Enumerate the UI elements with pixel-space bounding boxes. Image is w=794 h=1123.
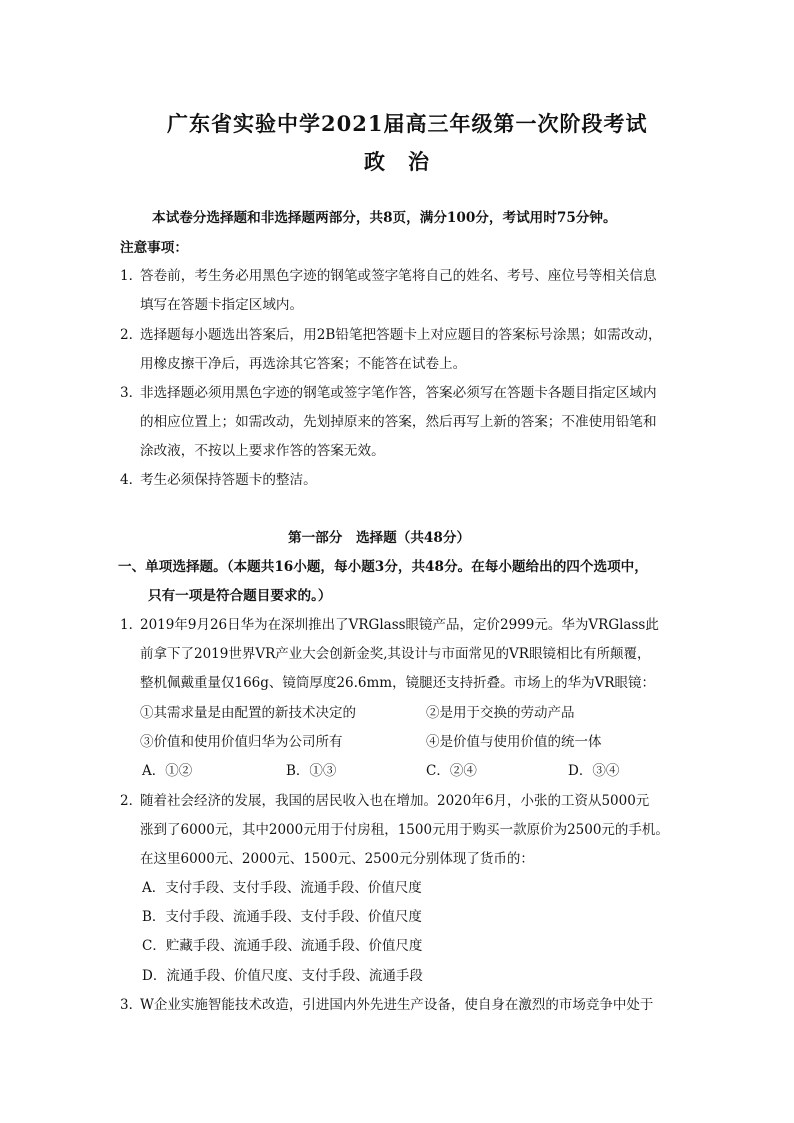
question-1-statement-1: ①其需求量是由配置的新技术决定的: [140, 705, 356, 721]
exam-title: 广东省实验中学2021届高三年级第一次阶段考试: [167, 111, 648, 136]
exam-intro: 本试卷分选择题和非选择题两部分，共8页，满分100分，考试用时75分钟。: [152, 210, 617, 226]
question-1-statement-2: ②是用于交换的劳动产品: [426, 705, 575, 721]
section-instruction-line-2: 只有一项是符合题目要求的。）: [148, 588, 332, 604]
question-2-option-d: D．流通手段、价值尺度、支付手段、流通手段: [142, 968, 423, 984]
notice-item-3-line-3: 涂改液，不按以上要求作答的答案无效。: [140, 443, 385, 459]
question-2-num: 2．: [120, 793, 143, 809]
question-2-stem-line-1: 随着社会经济的发展，我国的居民收入也在增加。2020年6月，小张的工资从5000元: [140, 793, 650, 809]
notice-item-3-num: 3．: [120, 385, 143, 401]
question-1-option-d: D．③④: [568, 763, 620, 779]
question-2-stem-line-2: 涨到了6000元，其中2000元用于付房租，1500元用于购买一款原价为2500元的手机。: [140, 822, 669, 838]
section-instruction-line-1: 一、单项选择题。（本题共16小题，每小题3分，共48分。在每小题给出的四个选项中，: [118, 559, 648, 575]
subject-char-2: 治: [408, 149, 429, 174]
notice-item-1-line-1: 答卷前，考生务必用黑色字迹的钢笔或签字笔将自己的姓名、考号、座位号等相关信息: [140, 268, 657, 284]
question-1-option-c: C．②④: [426, 763, 477, 779]
notice-item-2-num: 2．: [120, 327, 143, 343]
notice-item-3-line-1: 非选择题必须用黑色字迹的钢笔或签字笔作答，答案必须写在答题卡各题目指定区域内: [140, 385, 657, 401]
notice-item-1-num: 1．: [120, 268, 143, 284]
question-2-option-c: C．贮藏手段、流通手段、流通手段、价值尺度: [142, 938, 423, 954]
question-3-num: 3．: [120, 997, 143, 1013]
subject-char-1: 政: [364, 149, 385, 174]
part1-heading: 第一部分 选择题（共48分）: [288, 530, 471, 546]
question-1-num: 1．: [120, 617, 143, 633]
notice-item-1-line-2: 填写在答题卡指定区域内。: [140, 297, 304, 313]
question-3-stem-line-1: W企业实施智能技术改造，引进国内外先进生产设备，使自身在激烈的市场竞争中处于: [140, 997, 654, 1013]
question-2-stem-line-3: 在这里6000元、2000元、1500元、2500元分别体现了货币的：: [140, 851, 534, 867]
question-1-option-b: B．①③: [286, 763, 337, 779]
notice-item-3-line-2: 的相应位置上；如需改动，先划掉原来的答案，然后再写上新的答案；不准使用铅笔和: [140, 414, 657, 430]
question-1-statement-4: ④是价值与使用价值的统一体: [426, 734, 602, 750]
notice-item-4-line-1: 考生必须保持答题卡的整洁。: [140, 472, 317, 488]
question-1-stem-line-3: 整机佩戴重量仅166g、镜筒厚度26.6mm，镜腿还支持折叠。市场上的华为VR眼镜：: [140, 675, 655, 691]
notice-item-2-line-1: 选择题每小题选出答案后，用2B铅笔把答题卡上对应题目的答案标号涂黑；如需改动，: [140, 327, 662, 343]
notice-item-4-num: 4．: [120, 472, 143, 488]
question-1-option-a: A．①②: [142, 763, 193, 779]
question-1-stem-line-2: 前拿下了2019世界VR产业大会创新金奖,其设计与市面常见的VR眼镜相比有所颠覆，: [140, 646, 651, 662]
question-1-stem-line-1: 2019年9月26日华为在深圳推出了VRGlass眼镜产品，定价2999元。华为VRGlass此: [140, 617, 659, 633]
question-2-option-b: B．支付手段、流通手段、支付手段、价值尺度: [142, 909, 422, 925]
question-2-option-a: A．支付手段、支付手段、流通手段、价值尺度: [142, 880, 422, 896]
notice-item-2-line-2: 用橡皮擦干净后，再选涂其它答案；不能答在试卷上。: [140, 356, 467, 372]
notice-heading: 注意事项：: [120, 240, 188, 256]
question-1-statement-3: ③价值和使用价值归华为公司所有: [140, 734, 343, 750]
